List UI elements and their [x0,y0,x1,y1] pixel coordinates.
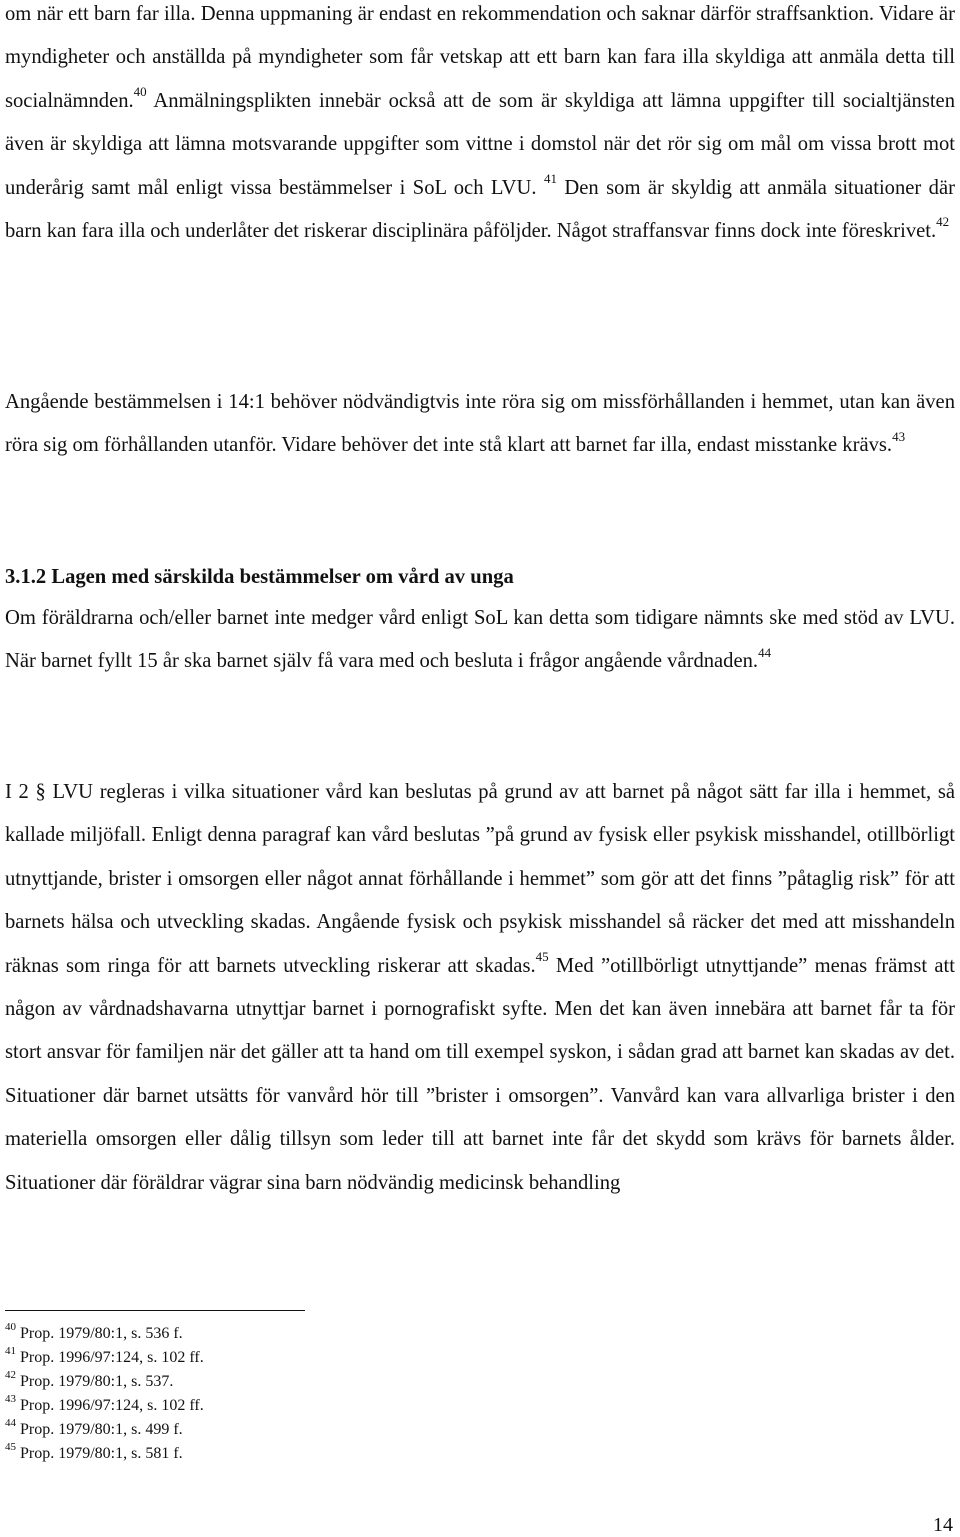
footnote-separator [5,1310,305,1311]
footnote [5,1322,204,1346]
footnote-number: 45 [5,1440,16,1453]
footnote [5,1442,204,1466]
paragraph-2 [5,381,955,468]
footnote-number: 42 [5,1368,16,1381]
paragraph-1 [5,0,955,253]
paragraph-text: om när ett barn far illa. Denna uppmaning är endast en rekommendation och saknar därför straffsanktion. Vidare är myndigheter och anställda på myndigheter som får vetskap att ett barn kan fara illa skyldiga att anmäla detta till socialnämnden. [5,3,955,112]
footnote-number: 44 [5,1416,16,1429]
paragraph-4 [5,771,955,1205]
footnote [5,1346,204,1370]
footnote-ref: 40 [133,83,147,99]
footnote-ref: 45 [535,948,549,964]
footnote-ref: 41 [543,170,557,186]
footnote-ref: 44 [758,644,772,660]
footnote-number: 41 [5,1344,16,1357]
paragraph-text: Med ”otillbörligt utnyttjande” menas främst att någon av vårdnadshavarna utnyttjar barnet i pornografiskt syfte. Men det kan även innebära att barnet får ta för stort ansvar för familjen när det gäller att ta hand om till exempel syskon, i sådan grad att barnet kan skadas av det. Situationer där barnet utsätts för vanvård hör till ”brister i omsorgen”. Vanvård kan vara allvarliga brister i den materiella omsorgen eller dålig tillsyn som leder till att barnet inte får det skydd som krävs för barnets ålder. Situationer där föräldrar vägrar sina barn nödvändig medicinsk behandling [5,954,955,1194]
footnote-number: 43 [5,1392,16,1405]
page-number: 14 [933,1514,953,1536]
footnote-ref: 43 [892,428,906,444]
paragraph-text: Om föräldrarna och/eller barnet inte medger vård enligt SoL kan detta som tidigare nämnts ske med stöd av LVU. När barnet fyllt 15 år ska barnet själv få vara med och besluta i frågor angående vårdnaden. [5,607,955,673]
footnote-text: Prop. 1979/80:1, s. 536 f. [20,1325,183,1342]
footnote-number: 40 [5,1320,16,1333]
footnote-ref: 42 [936,214,950,230]
paragraph-text: Anmälningsplikten innebär också att de som är skyldiga att lämna uppgifter till socialtjänsten även är skyldiga att lämna motsvarande uppgifter som vittne i domstol när det rör sig om mål om vissa brott mot underårig samt mål enligt vissa bestämmelser i SoL och LVU. [5,89,955,199]
footnote-text: Prop. 1979/80:1, s. 499 f. [20,1421,183,1438]
footnote [5,1394,204,1418]
footnotes [5,1322,204,1466]
footnote-text: Prop. 1996/97:124, s. 102 ff. [20,1349,204,1366]
footnote-text: Prop. 1996/97:124, s. 102 ff. [20,1397,204,1414]
paragraph-text: Den som är skyldig att anmäla situationer där barn kan fara illa och underlåter det riskerar disciplinära påföljder. Något straffansvar finns dock inte föreskrivet. [5,176,955,243]
footnote-text: Prop. 1979/80:1, s. 537. [20,1373,174,1390]
footnote [5,1418,204,1442]
footnote [5,1370,204,1394]
section-heading: 3.1.2 Lagen med särskilda bestämmelser om vård av unga [5,566,514,588]
paragraph-3 [5,597,955,684]
paragraph-text: Angående bestämmelsen i 14:1 behöver nödvändigtvis inte röra sig om missförhållanden i hemmet, utan kan även röra sig om förhållanden utanför. Vidare behöver det inte stå klart att barnet far illa, endast misstanke krävs. [5,391,955,457]
footnote-text: Prop. 1979/80:1, s. 581 f. [20,1445,183,1462]
paragraph-text: I 2 § LVU regleras i vilka situationer vård kan beslutas på grund av att barnet på något sätt far illa i hemmet, så kallade miljöfall. Enligt denna paragraf kan vård beslutas ”på grund av fysisk eller psykisk misshandel, otillbörligt utnyttjande, brister i omsorgen eller något annat förhållande i hemmet” som gör att det finns ”påtaglig risk” för att barnets hälsa och utveckling skadas. Angående fysisk och psykisk misshandel så räcker det med att misshandeln räknas som ringa för att barnets utveckling riskerar att skadas. [5,781,955,977]
